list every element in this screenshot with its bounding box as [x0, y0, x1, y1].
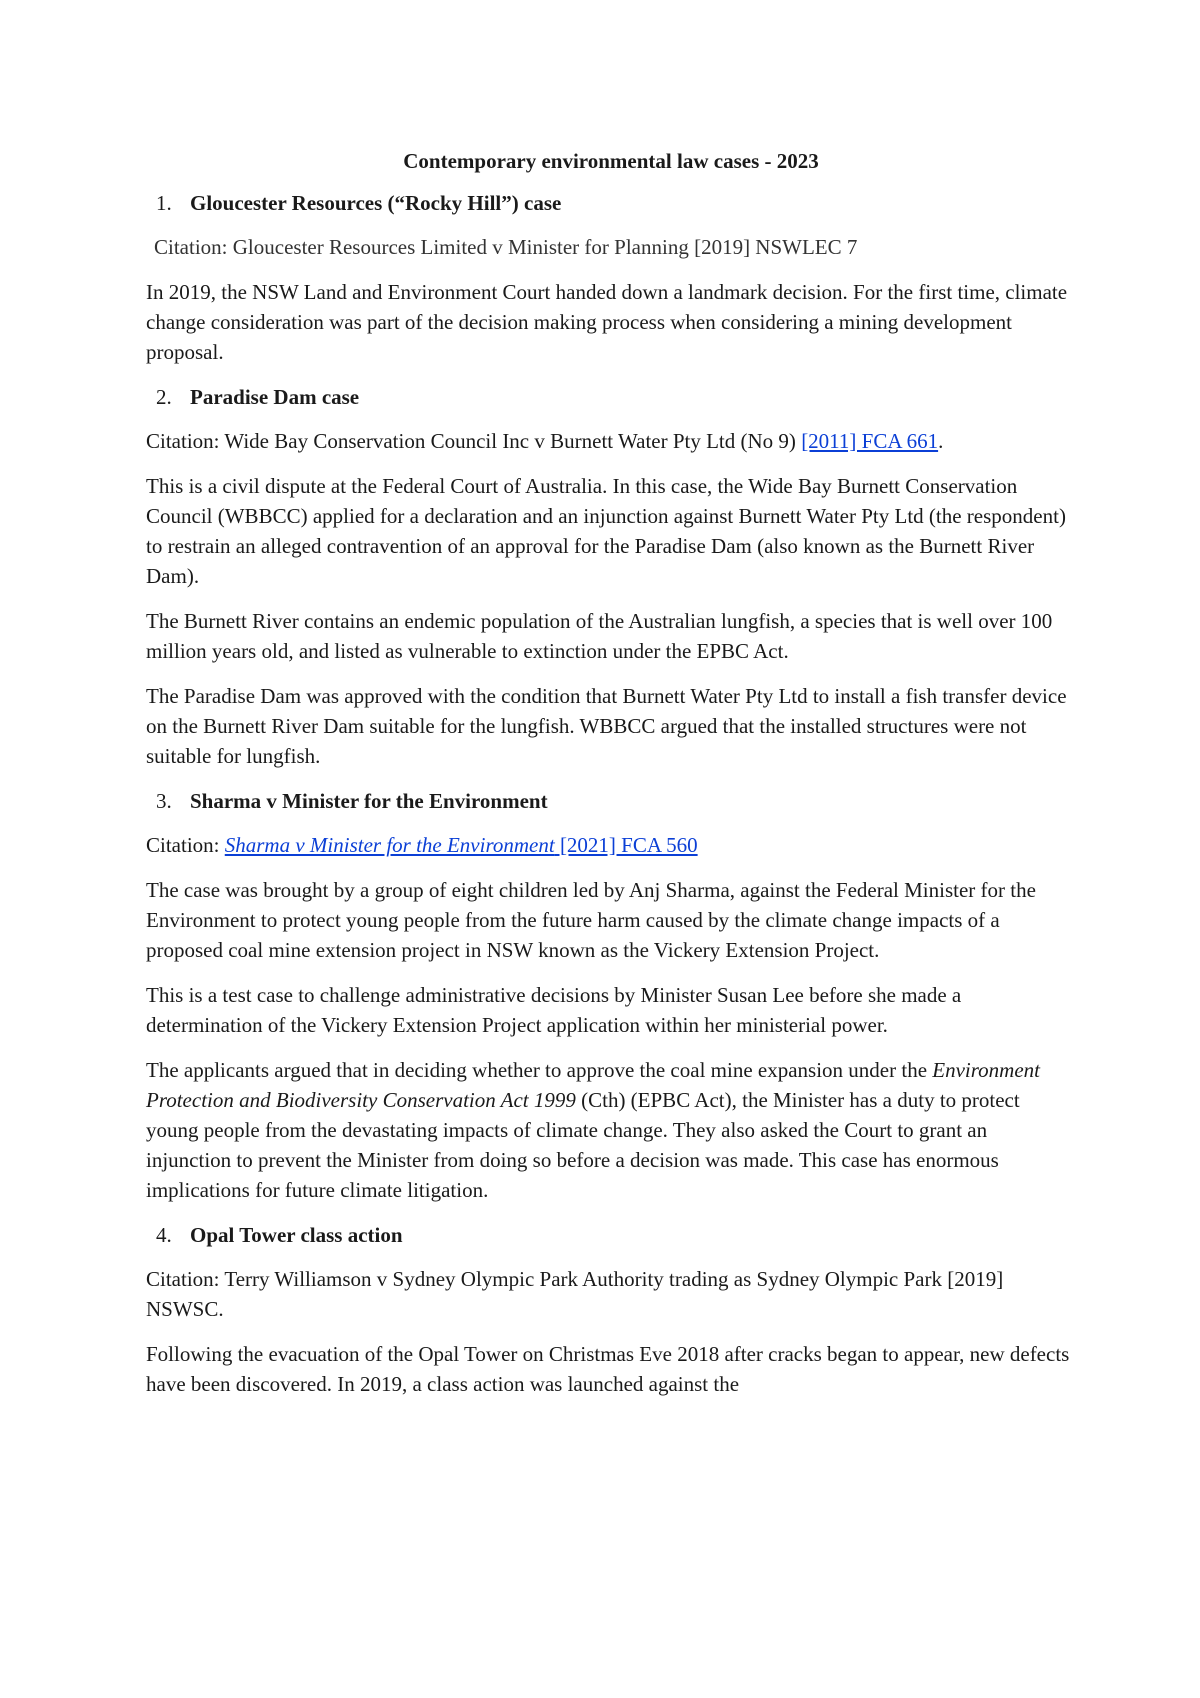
section-2-paragraph-3: The Paradise Dam was approved with the condition that Burnett Water Pty Ltd to install a fish transfer device on the Burnett River Dam suitable for the lungfish. WBBCC argued that the installed structures were not suitable for lungfish. [146, 684, 1067, 768]
section-1-paragraph-1: In 2019, the NSW Land and Environment Court handed down a landmark decision. For the first time, climate change consideration was part of the decision making process when considering a mining development proposal. [146, 280, 1068, 364]
paragraph-text: The applicants argued that in deciding whether to approve the coal mine expansion under the [146, 1058, 933, 1082]
section-2-paragraph-2: The Burnett River contains an endemic population of the Australian lungfish, a species that is well over 100 million years old, and listed as vulnerable to extinction under the EPBC Act. [146, 609, 1053, 663]
section-3-heading [146, 786, 1076, 816]
section-number: 4. [156, 1223, 172, 1247]
citation-link[interactable] [225, 833, 698, 857]
section-title: Paradise Dam case [190, 385, 360, 409]
citation-suffix: . [938, 429, 944, 453]
section-title: Sharma v Minister for the Environment [190, 789, 548, 813]
section-2-citation [146, 426, 1076, 456]
section-3-paragraph-1: The case was brought by a group of eight children led by Anj Sharma, against the Federal Minister for the Environment to protect young people from the future harm caused by the climate change impacts of a proposed coal mine extension project in NSW known as the Vickery Extension Project. [146, 878, 1036, 962]
citation-text: Citation: Wide Bay Conservation Council Inc v Burnett Water Pty Ltd (No 9) [146, 429, 802, 453]
citation-link[interactable]: [2011] FCA 661 [801, 429, 939, 453]
citation-text: Citation: [146, 833, 225, 857]
section-3-paragraph-2: This is a test case to challenge administrative decisions by Minister Susan Lee before she made a determination of the Vickery Extension Project application within her ministerial power. [146, 983, 962, 1037]
section-1-citation: Citation: Gloucester Resources Limited v Minister for Planning [2019] NSWLEC 7 [154, 235, 858, 259]
paragraph-text: (Cth) (EPBC Act), the Minister has a duty to protect young people from the devastating impacts of climate change. They also asked the Court to grant an injunction to prevent the Minister from doing so before a decision was made. This case has enormous implications for future climate litigation. [146, 1088, 1020, 1202]
section-4-paragraph-1: Following the evacuation of the Opal Tower on Christmas Eve 2018 after cracks began to appear, new defects have been discovered. In 2019, a class action was launched against the [146, 1342, 1070, 1396]
citation-link-case-name[interactable]: Sharma v Minister for the Environment [224, 833, 555, 857]
section-3-paragraph-3 [146, 1055, 1076, 1205]
section-4-heading [146, 1220, 1076, 1250]
section-1-heading [146, 188, 1076, 218]
document-body [146, 146, 1076, 1414]
document-title: Contemporary environmental law cases - 2023 [403, 149, 819, 173]
citation-link-reference[interactable]: [2021] FCA 560 [554, 833, 698, 857]
section-2-heading [146, 382, 1076, 412]
section-title: Opal Tower class action [190, 1223, 403, 1247]
section-4-citation: Citation: Terry Williamson v Sydney Olympic Park Authority trading as Sydney Olympic Park [2019] NSWSC. [146, 1267, 1004, 1321]
section-number: 3. [156, 789, 172, 813]
section-2-paragraph-1: This is a civil dispute at the Federal Court of Australia. In this case, the Wide Bay Burnett Conservation Council (WBBCC) applied for a declaration and an injunction against Burnett Water Pty Ltd (the respondent) to restrain an alleged contravention of an approval for the Paradise Dam (also known as the Burnett River Dam). [146, 474, 1066, 588]
section-number: 2. [156, 385, 172, 409]
section-3-citation [146, 830, 1076, 860]
section-number: 1. [156, 191, 172, 215]
act-name: Environment Protection and Biodiversity Conservation Act 1999 [146, 1058, 1040, 1112]
section-title: Gloucester Resources (“Rocky Hill”) case [190, 191, 562, 215]
